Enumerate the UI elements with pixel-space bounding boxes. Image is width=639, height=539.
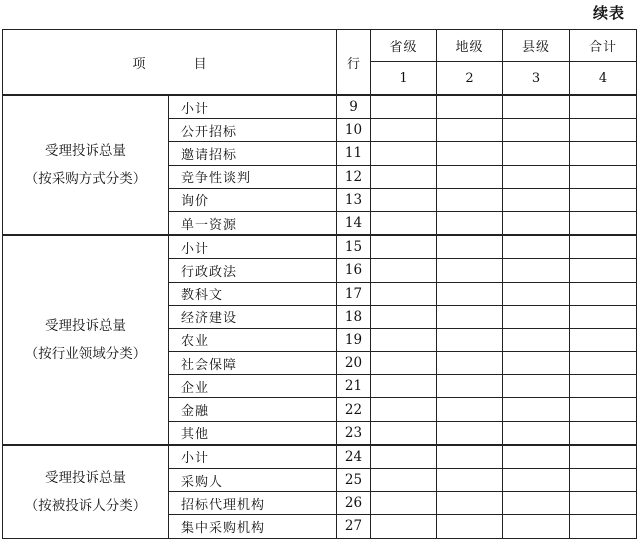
cell-county (503, 421, 570, 445)
cell-prefecture (437, 282, 503, 305)
row-label: 其他 (169, 421, 337, 445)
group-label-line1: 受理投诉总量 (45, 469, 126, 486)
row-number: 16 (337, 259, 371, 282)
row-label: 小计 (169, 95, 337, 119)
cell-county (503, 259, 570, 282)
row-label: 采购人 (169, 469, 337, 492)
cell-total (570, 328, 637, 351)
cell-total (570, 375, 637, 398)
cell-province (371, 469, 437, 492)
cell-total (570, 282, 637, 305)
cell-prefecture (437, 95, 503, 119)
cell-prefecture (437, 305, 503, 328)
row-label: 金融 (169, 398, 337, 421)
cell-province (371, 328, 437, 351)
cell-total (570, 469, 637, 492)
cell-total (570, 421, 637, 445)
cell-total (570, 235, 637, 259)
cell-county (503, 492, 570, 515)
header-row-number: 行 (337, 30, 371, 96)
cell-county (503, 282, 570, 305)
header-num-total: 4 (570, 62, 637, 96)
row-number: 19 (337, 328, 371, 351)
cell-total (570, 259, 637, 282)
row-label: 经济建设 (169, 305, 337, 328)
row-label: 公开招标 (169, 119, 337, 142)
row-number: 9 (337, 95, 371, 119)
group-label-line1: 受理投诉总量 (45, 143, 126, 160)
header-level-county: 县级 (503, 30, 570, 62)
cell-total (570, 398, 637, 421)
cell-prefecture (437, 328, 503, 351)
row-label: 小计 (169, 235, 337, 259)
cell-county (503, 235, 570, 259)
cell-province (371, 119, 437, 142)
header-num-county: 3 (503, 62, 570, 96)
group-label (3, 235, 169, 445)
cell-prefecture (437, 375, 503, 398)
cell-county (503, 398, 570, 421)
cell-total (570, 445, 637, 469)
cell-county (503, 375, 570, 398)
cell-total (570, 305, 637, 328)
cell-prefecture (437, 469, 503, 492)
cell-province (371, 259, 437, 282)
cell-prefecture (437, 445, 503, 469)
row-label: 单一资源 (169, 211, 337, 235)
row-number: 25 (337, 469, 371, 492)
row-number: 20 (337, 352, 371, 375)
cell-total (570, 165, 637, 188)
group-label-line1: 受理投诉总量 (45, 317, 126, 334)
cell-county (503, 328, 570, 351)
cell-province (371, 421, 437, 445)
cell-prefecture (437, 398, 503, 421)
cell-county (503, 515, 570, 538)
header-level-prefecture: 地级 (437, 30, 503, 62)
cell-province (371, 375, 437, 398)
cell-province (371, 211, 437, 235)
row-label: 邀请招标 (169, 142, 337, 165)
table-header (3, 30, 637, 96)
cell-county (503, 165, 570, 188)
row-label: 企业 (169, 375, 337, 398)
header-num-province: 1 (371, 62, 437, 96)
cell-province (371, 445, 437, 469)
row-label: 集中采购机构 (169, 515, 337, 538)
cell-county (503, 305, 570, 328)
cell-province (371, 188, 437, 211)
header-level-province: 省级 (371, 30, 437, 62)
row-number: 10 (337, 119, 371, 142)
row-number: 17 (337, 282, 371, 305)
cell-prefecture (437, 188, 503, 211)
header-item: 项 目 (3, 30, 337, 96)
cell-prefecture (437, 165, 503, 188)
cell-county (503, 95, 570, 119)
row-number: 22 (337, 398, 371, 421)
row-label: 行政政法 (169, 259, 337, 282)
table-row (3, 235, 637, 259)
cell-total (570, 95, 637, 119)
group-by-industry-field (3, 235, 637, 445)
cell-prefecture (437, 492, 503, 515)
group-label-line2: （按被投诉人分类） (24, 497, 147, 514)
cell-total (570, 352, 637, 375)
table-row (3, 95, 637, 119)
row-number: 27 (337, 515, 371, 538)
group-label-line2: （按采购方式分类） (24, 171, 147, 188)
cell-province (371, 142, 437, 165)
cell-county (503, 142, 570, 165)
table-caption: 续表 (592, 4, 625, 22)
cell-total (570, 188, 637, 211)
cell-province (371, 515, 437, 538)
header-num-prefecture: 2 (437, 62, 503, 96)
row-number: 13 (337, 188, 371, 211)
header-level-total: 合计 (570, 30, 637, 62)
row-label: 招标代理机构 (169, 492, 337, 515)
cell-prefecture (437, 421, 503, 445)
row-number: 24 (337, 445, 371, 469)
cell-province (371, 352, 437, 375)
group-label-line2: （按行业领域分类） (24, 345, 147, 362)
cell-county (503, 469, 570, 492)
cell-total (570, 515, 637, 538)
cell-total (570, 492, 637, 515)
row-number: 14 (337, 211, 371, 235)
cell-county (503, 352, 570, 375)
row-number: 12 (337, 165, 371, 188)
table-row (3, 445, 637, 469)
cell-prefecture (437, 259, 503, 282)
cell-province (371, 165, 437, 188)
cell-total (570, 142, 637, 165)
cell-province (371, 305, 437, 328)
row-label: 竞争性谈判 (169, 165, 337, 188)
cell-province (371, 492, 437, 515)
cell-prefecture (437, 515, 503, 538)
cell-county (503, 211, 570, 235)
group-by-complained-party (3, 445, 637, 538)
row-number: 18 (337, 305, 371, 328)
cell-county (503, 445, 570, 469)
group-label (3, 445, 169, 538)
cell-total (570, 119, 637, 142)
row-number: 23 (337, 421, 371, 445)
cell-province (371, 282, 437, 305)
cell-province (371, 95, 437, 119)
row-number: 11 (337, 142, 371, 165)
cell-prefecture (437, 119, 503, 142)
row-label: 教科文 (169, 282, 337, 305)
group-label (3, 95, 169, 235)
row-label: 小计 (169, 445, 337, 469)
cell-prefecture (437, 211, 503, 235)
statistics-table (2, 29, 637, 539)
row-number: 15 (337, 235, 371, 259)
row-label: 询价 (169, 188, 337, 211)
cell-county (503, 119, 570, 142)
cell-prefecture (437, 142, 503, 165)
group-by-procurement-method (3, 95, 637, 235)
row-number: 21 (337, 375, 371, 398)
cell-total (570, 211, 637, 235)
cell-province (371, 398, 437, 421)
cell-county (503, 188, 570, 211)
cell-province (371, 235, 437, 259)
cell-prefecture (437, 352, 503, 375)
cell-prefecture (437, 235, 503, 259)
row-number: 26 (337, 492, 371, 515)
row-label: 农业 (169, 328, 337, 351)
row-label: 社会保障 (169, 352, 337, 375)
